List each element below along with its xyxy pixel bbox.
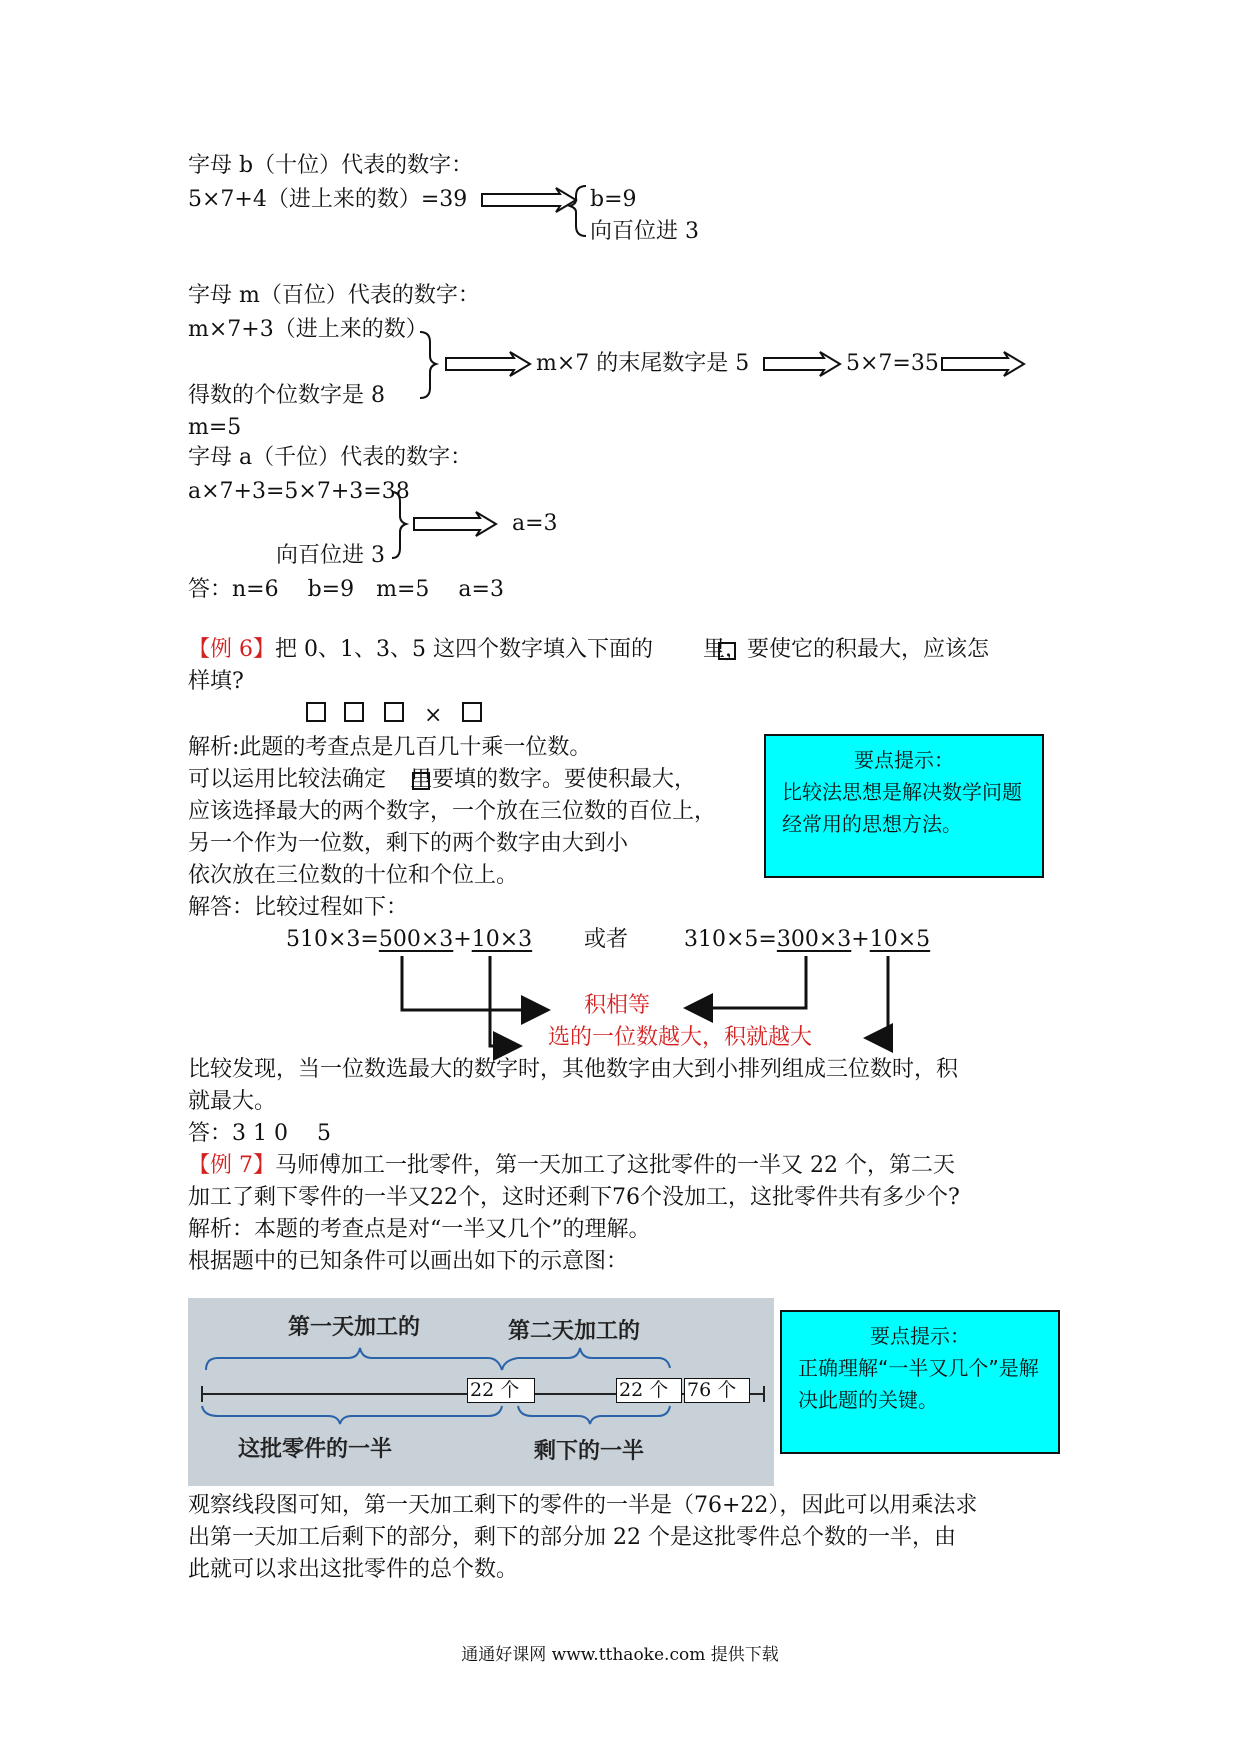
section-m-title: 字母 m（百位）代表的数字： <box>188 283 480 308</box>
ex6-times-sign: × <box>424 703 443 728</box>
ex6-box-1 <box>306 702 326 722</box>
ex6-blank-box-inline <box>718 642 736 660</box>
double-arrow-m3 <box>942 352 1024 376</box>
section-a-line1: a×7+3=5×7+3=38 <box>188 479 410 504</box>
ex6-analysis-5: 依次放在三位数的十位和个位上。 <box>188 863 519 888</box>
diagram-top-label-1: 第一天加工的 <box>288 1314 421 1340</box>
ex7-tip-title: 要点提示： <box>870 1324 970 1348</box>
section-m-line1: m×7+3（进上来的数） <box>188 317 428 342</box>
diagram-bottom-label-2: 剩下的一半 <box>534 1438 645 1464</box>
ex6-blank-box-analysis <box>412 772 430 790</box>
ex6-analysis-2 <box>188 764 696 796</box>
double-arrow-a <box>414 512 496 536</box>
ex6-calc1-pre: 510×3= <box>286 927 379 952</box>
section-m-step1: m×7 的末尾数字是 5 <box>536 351 750 376</box>
double-arrow-m1 <box>446 352 530 376</box>
ex6-tip-box <box>764 734 1044 878</box>
section-b-expr: 5×7+4（进上来的数）=39 <box>188 187 468 212</box>
double-arrow-b <box>482 188 576 212</box>
ex6-question-line1 <box>188 634 989 666</box>
diagram-label-22-b: 22 个 <box>616 1378 682 1403</box>
ex6-red-label-1: 积相等 <box>584 993 651 1018</box>
connector-500x3 <box>402 956 548 1010</box>
ex6-box-3 <box>384 702 404 722</box>
answer-line: 答：n=6 b=9 m=5 a=3 <box>188 577 504 602</box>
ex6-box-4 <box>462 702 482 722</box>
brace-b <box>570 186 586 236</box>
diagram-label-76: 76 个 <box>684 1378 750 1403</box>
ex6-conclusion-1: 比较发现，当一位数选最大的数字时，其他数字由大到小排列组成三位数时，积 <box>188 1057 959 1082</box>
section-a-line2: 向百位进 3 <box>276 543 385 568</box>
ex6-q1b: 里，要使它的积最大，应该怎 <box>702 637 989 662</box>
section-b-title: 字母 b（十位）代表的数字： <box>188 153 474 178</box>
section-m-line2: 得数的个位数字是 8 <box>188 383 385 408</box>
ex6-analysis-3: 应该选择最大的两个数字，一个放在三位数的百位上， <box>188 799 717 824</box>
section-b-result1: b=9 <box>590 187 637 212</box>
ex6-analysis-6: 解答：比较过程如下： <box>188 895 409 920</box>
ex6-or: 或者 <box>584 927 629 952</box>
ex7-analysis-2: 根据题中的已知条件可以画出如下的示意图： <box>188 1249 629 1274</box>
ex6-calc1-plus: + <box>453 927 472 952</box>
ex6-tag: 【例 6】 <box>188 637 275 662</box>
ex7-conclusion-1: 观察线段图可知，第一天加工剩下的零件的一半是（76+22），因此可以用乘法求 <box>188 1493 978 1518</box>
ex7-tag: 【例 7】 <box>188 1153 275 1178</box>
ex6-tip-title: 要点提示： <box>854 748 954 772</box>
connector-10x5 <box>866 956 888 1038</box>
ex6-answer: 答：3 1 0 5 <box>188 1121 331 1146</box>
section-a-result: a=3 <box>512 511 558 536</box>
diagram-bottom-label-1: 这批零件的一半 <box>238 1436 393 1462</box>
diagram-label-22-a: 22 个 <box>467 1378 535 1403</box>
ex6-red-label-2: 选的一位数越大，积就越大 <box>548 1025 813 1050</box>
ex7-conclusion-3: 此就可以求出这批零件的总个数。 <box>188 1557 519 1582</box>
section-m-step2: 5×7=35 <box>846 351 939 376</box>
ex6-calc2-term2: 10×5 <box>869 927 931 952</box>
ex6-calc2-plus: + <box>851 927 870 952</box>
section-m-answer: m=5 <box>188 415 242 440</box>
ex6-calc2 <box>684 924 930 956</box>
section-a-title: 字母 a（千位）代表的数字： <box>188 445 473 470</box>
ex6-calc2-pre: 310×5= <box>684 927 777 952</box>
diagram-top-label-2: 第二天加工的 <box>508 1318 641 1344</box>
connector-10x3 <box>490 956 520 1046</box>
ex6-calc1-term1: 500×3 <box>378 927 454 952</box>
ex7-q1: 马师傅加工一批零件，第一天加工了这批零件的一半又 22 个，第二天 <box>275 1153 955 1178</box>
ex6-calc1-term2: 10×3 <box>471 927 533 952</box>
ex6-analysis-4: 另一个作为一位数，剩下的两个数字由大到小 <box>188 831 629 856</box>
ex6-calc2-term1: 300×3 <box>776 927 852 952</box>
page-footer: 通通好课网 www.tthaoke.com 提供下载 <box>461 1645 779 1665</box>
ex7-question-line2: 加工了剩下零件的一半又22个，这时还剩下76个没加工，这批零件共有多少个? <box>188 1185 960 1210</box>
ex7-analysis-1: 解析：本题的考查点是对“一半又几个”的理解。 <box>188 1217 651 1242</box>
ex6-q1: 把 0、1、3、5 这四个数字填入下面的 <box>275 637 653 662</box>
double-arrow-m2 <box>764 352 840 376</box>
ex7-question-line1 <box>188 1150 955 1182</box>
ex6-tip-body: 比较法思想是解决数学问题经常用的思想方法。 <box>782 780 1022 836</box>
ex6-conclusion-2: 就最大。 <box>188 1089 277 1114</box>
ex6-a2a: 可以运用比较法确定 <box>188 767 387 792</box>
ex6-box-2 <box>344 702 364 722</box>
ex6-analysis-1: 解析:此题的考查点是几百几十乘一位数。 <box>188 735 592 760</box>
section-b-result2: 向百位进 3 <box>590 219 699 244</box>
ex6-a2b: 里要填的数字。要使积最大， <box>410 767 697 792</box>
ex6-calc1 <box>286 924 532 956</box>
ex7-conclusion-2: 出第一天加工后剩下的部分，剩下的部分加 22 个是这批零件总个数的一半，由 <box>188 1525 956 1550</box>
ex6-question-line2: 样填? <box>188 669 244 694</box>
ex7-tip-body: 正确理解“一半又几个”是解决此题的关键。 <box>798 1356 1039 1412</box>
ex7-tip-box <box>780 1310 1060 1454</box>
connector-300x3 <box>686 956 806 1008</box>
